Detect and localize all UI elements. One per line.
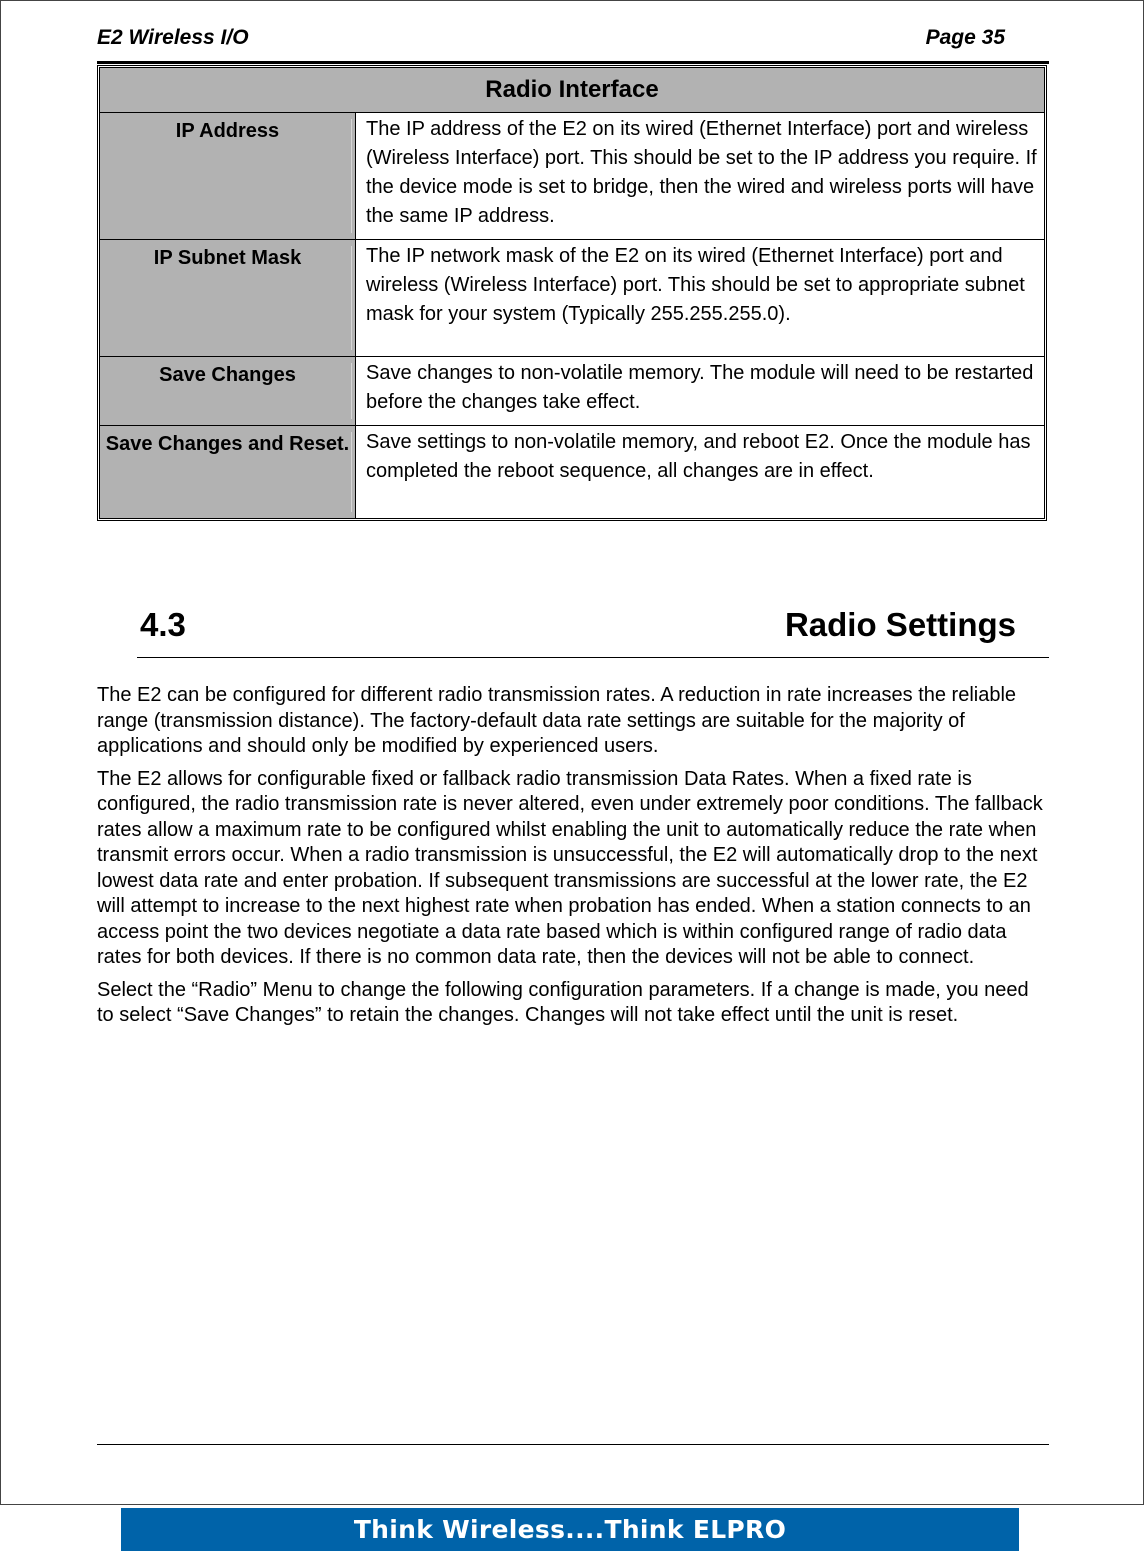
table-title: Radio Interface xyxy=(100,68,1044,113)
radio-interface-table xyxy=(97,65,1047,521)
page-number: Page 35 xyxy=(925,26,1005,49)
row-label: Save Changes and Reset. xyxy=(100,426,356,518)
row-label: IP Address xyxy=(100,113,356,240)
table-row-save-changes-and-reset xyxy=(100,426,1044,518)
row-description: The IP address of the E2 on its wired (Ethernet Interface) port and wireless (Wireless Interface) port. This should be set to the IP address you require. If the device mode is set to bridge, then the wired and wireless ports will have the same IP address. xyxy=(356,113,1044,240)
footer-divider xyxy=(97,1444,1049,1445)
row-description: The IP network mask of the E2 on its wired (Ethernet Interface) port and wireless (Wireless Interface) port. This should be set to appropriate subnet mask for your system (Typically 255.255.255.0). xyxy=(356,240,1044,357)
row-description: Save settings to non-volatile memory, and reboot E2. Once the module has completed the reboot sequence, all changes are in effect. xyxy=(366,431,1031,482)
row-description: Save changes to non-volatile memory. The module will need to be restarted before the changes take effect. xyxy=(356,357,1044,426)
table-row-save-changes xyxy=(100,357,1044,426)
section-body xyxy=(97,683,1047,1036)
section-divider xyxy=(137,657,1049,658)
row-label: IP Subnet Mask xyxy=(100,240,356,357)
section-heading xyxy=(140,606,1016,656)
table-row-ip-subnet-mask xyxy=(100,240,1044,357)
document-title: E2 Wireless I/O xyxy=(97,26,249,49)
page-header xyxy=(97,26,1005,56)
paragraph: Select the “Radio” Menu to change the following configuration parameters. If a change is made, you need to select “Save Changes” to retain the changes. Changes will not take effect until the unit is reset. xyxy=(97,978,1029,1026)
paragraph: The E2 can be configured for different radio transmission rates. A reduction in rate increases the reliable range (transmission distance). The factory-default data rate settings are suitable for the majority of applications and should only be modified by experienced users. xyxy=(97,684,1017,757)
paragraph: The E2 allows for configurable fixed or fallback radio transmission Data Rates. When a fixed rate is configured, the radio transmission rate is never altered, even under extremely poor conditions. The fallback rates allow a maximum rate to be configured whilst enabling the unit to automatically reduce the rate when transmit errors occur. When a radio transmission is unsuccessful, the E2 will automatically drop to the next lowest data rate and enter probation. If subsequent transmissions are successful at the lower rate, the E2 will attempt to increase to the next highest rate when probation has ended. When a station connects to an access point the two devices negotiate a data rate based which is within configured range of radio data rates for both devices. If there is no common data rate, then the devices will not be able to connect. xyxy=(97,767,1043,968)
table-row-ip-address xyxy=(100,113,1044,240)
section-title: Radio Settings xyxy=(784,606,1016,643)
row-label: Save Changes xyxy=(100,357,356,426)
header-divider xyxy=(97,61,1049,64)
footer-banner: Think Wireless....Think ELPRO xyxy=(121,1508,1019,1551)
section-number: 4.3 xyxy=(140,606,186,643)
